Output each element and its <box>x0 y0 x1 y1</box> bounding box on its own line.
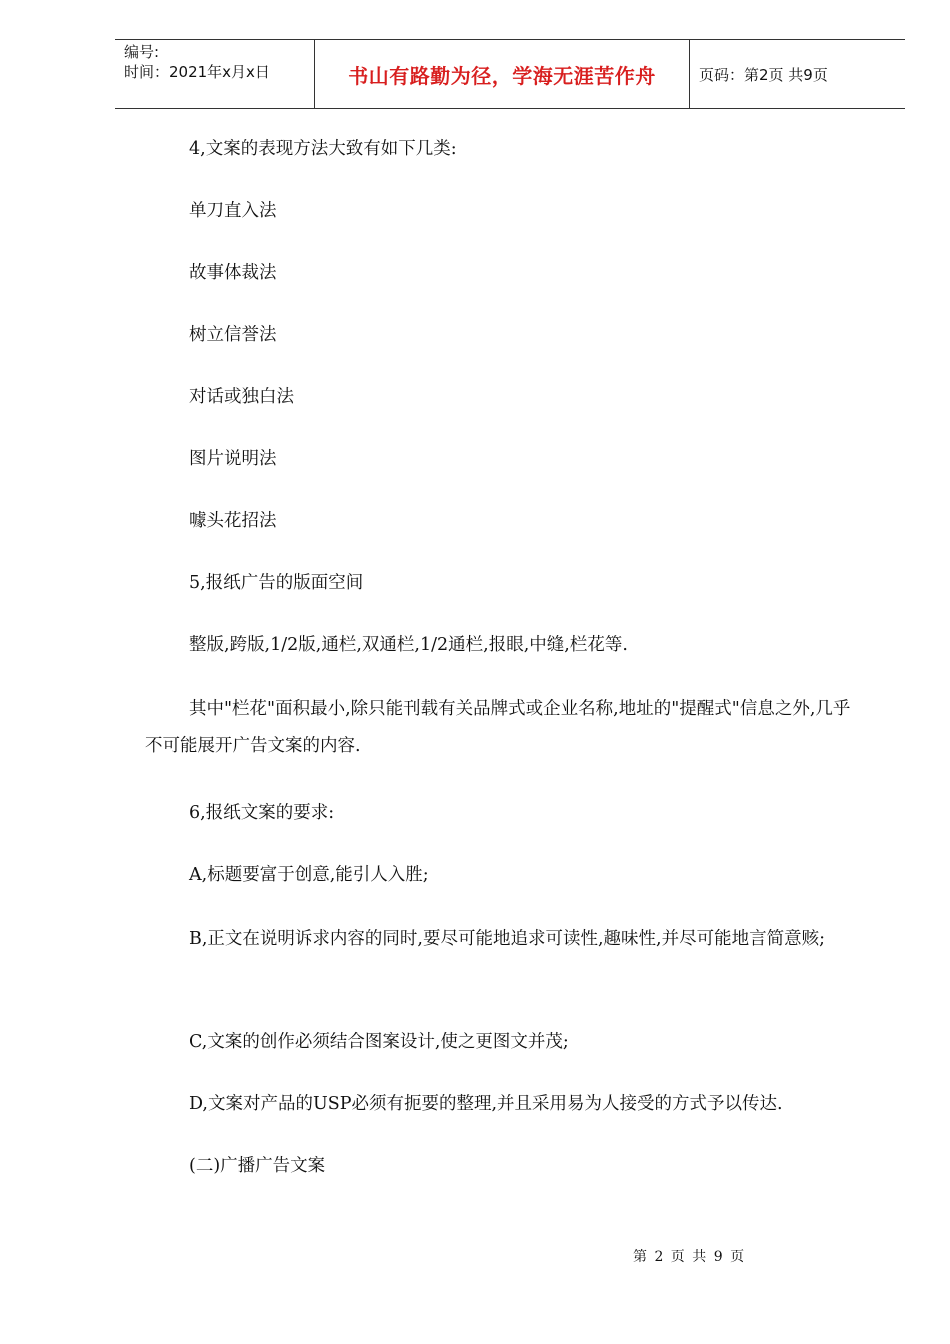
paragraph: D,文案对产品的USP必须有扼要的整理,并且采用易为人接受的方式予以传达. <box>189 1094 783 1114</box>
paragraph: 单刀直入法 <box>189 201 277 221</box>
paragraph: 其中"栏花"面积最小,除只能刊载有关品牌式或企业名称,地址的"提醒式"信息之外,几乎不可能展开广告文案的内容. <box>145 699 851 756</box>
paragraph: 图片说明法 <box>189 449 277 469</box>
paragraph: 树立信誉法 <box>189 325 277 345</box>
paragraph: A,标题要富于创意,能引人入胜; <box>189 865 429 885</box>
paragraph: 故事体裁法 <box>189 263 277 283</box>
page-header <box>115 39 905 109</box>
header-page-label: 页码：第2页 共9页 <box>699 65 828 84</box>
page-footer: 第 2 页 共 9 页 <box>633 1249 745 1265</box>
header-meta <box>115 40 315 108</box>
header-motto: 书山有路勤为径，学海无涯苦作舟 <box>315 40 690 108</box>
paragraph: 6,报纸文案的要求: <box>189 803 335 823</box>
paragraph: 对话或独白法 <box>189 387 294 407</box>
paragraph: C,文案的创作必须结合图案设计,使之更图文并茂; <box>189 1032 569 1052</box>
paragraph: 4,文案的表现方法大致有如下几类: <box>189 139 457 159</box>
time-label: 时间：2021年x月x日 <box>124 63 270 81</box>
paragraph: (二)广播广告文案 <box>189 1156 326 1176</box>
paragraph: 噱头花招法 <box>189 511 277 531</box>
paragraph: B,正文在说明诉求内容的同时,要尽可能地追求可读性,趣味性,并尽可能地言简意赅; <box>189 929 826 949</box>
number-label: 编号: <box>124 43 160 61</box>
paragraph: 5,报纸广告的版面空间 <box>189 573 364 593</box>
paragraph: 整版,跨版,1/2版,通栏,双通栏,1/2通栏,报眼,中缝,栏花等. <box>189 635 628 655</box>
